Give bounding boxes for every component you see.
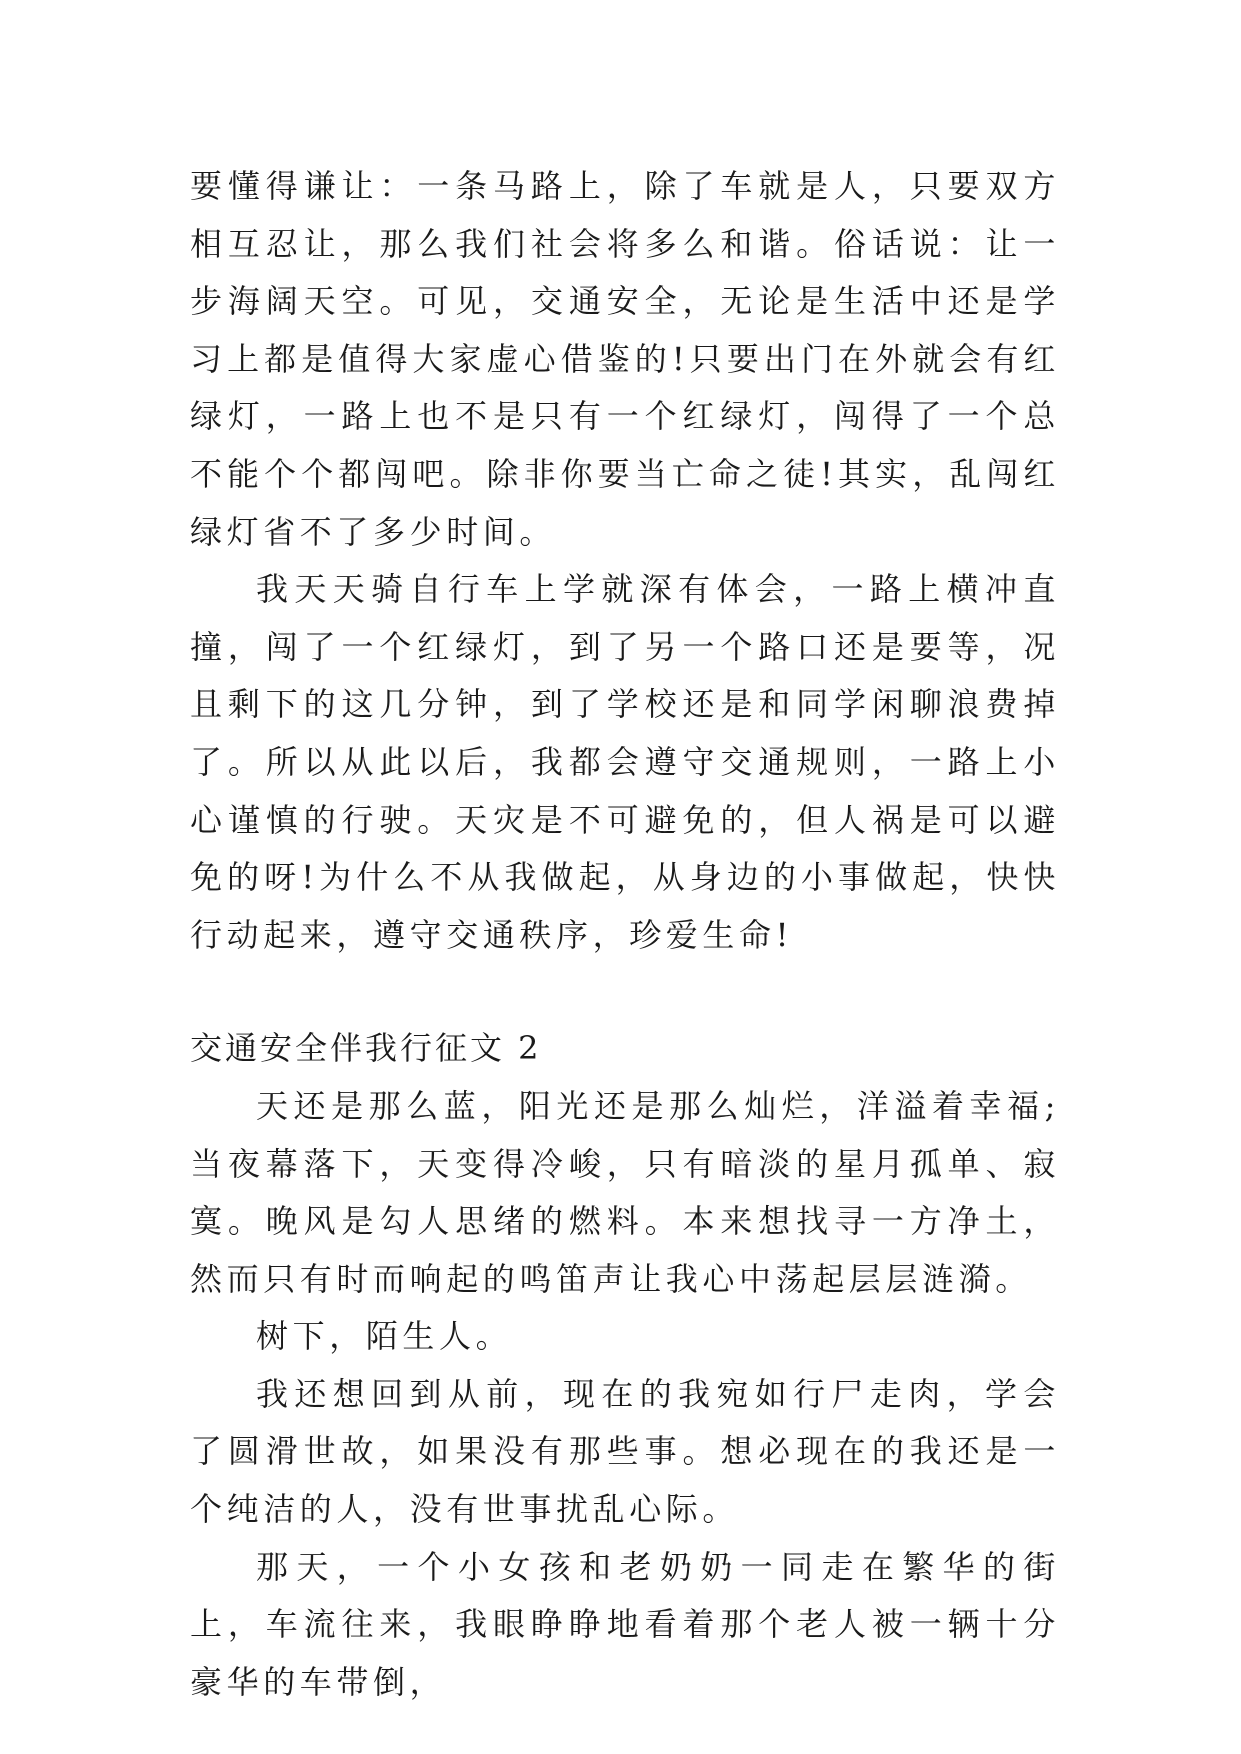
document-body bbox=[190, 158, 1060, 1711]
paragraph: 我还想回到从前，现在的我宛如行尸走肉，学会了圆滑世故，如果没有那些事。想必现在的我还是一个纯洁的人，没有世事扰乱心际。 bbox=[190, 1374, 1060, 1529]
paragraph: 要懂得谦让：一条马路上，除了车就是人，只要双方相互忍让，那么我们社会将多么和谐。俗话说：让一步海阔天空。可见，交通安全，无论是生活中还是学习上都是值得大家虚心借鉴的!只要出门在外就会有红绿灯，一路上也不是只有一个红绿灯，闯得了一个总不能个个都闯吧。除非你要当亡命之徒!其实，乱闯红绿灯省不了多少时间。 bbox=[190, 167, 1060, 551]
paragraph: 那天，一个小女孩和老奶奶一同走在繁华的街上，车流往来，我眼睁睁地看着那个老人被一辆十分豪华的车带倒， bbox=[190, 1547, 1060, 1701]
section-heading: 交通安全伴我行征文 2 bbox=[190, 1029, 542, 1068]
paragraph: 我天天骑自行车上学就深有体会，一路上横冲直撞，闯了一个红绿灯，到了另一个路口还是要等，况且剩下的这几分钟，到了学校还是和同学闲聊浪费掉了。所以从此以后，我都会遵守交通规则，一路上小心谨慎的行驶。天灾是不可避免的，但人祸是可以避免的呀!为什么不从我做起，从身边的小事做起，快快行动起来，遵守交通秩序，珍爱生命! bbox=[190, 570, 1060, 954]
paragraph: 天还是那么蓝，阳光还是那么灿烂，洋溢着幸福;当夜幕落下，天变得冷峻，只有暗淡的星月孤单、寂寞。晚风是勾人思绪的燃料。本来想找寻一方净土，然而只有时而响起的鸣笛声让我心中荡起层层涟漪。 bbox=[190, 1086, 1060, 1298]
paragraph: 树下，陌生人。 bbox=[256, 1317, 513, 1356]
